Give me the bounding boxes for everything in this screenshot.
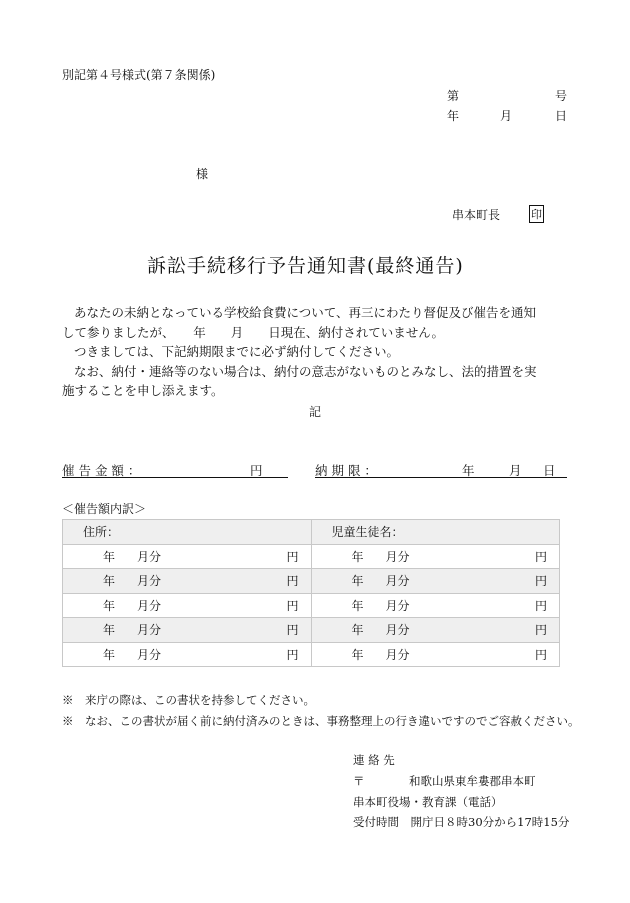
month-label: 月分 [137,598,162,613]
year-label: 年 [103,598,116,613]
address-label: 住所： [83,525,120,540]
year-label: 年 [103,549,116,564]
body-p3-line2: 施することを申し添えます。 [62,383,224,398]
contact-office: 串本町役場・教育課（電話） [353,795,503,809]
year-label: 年 [351,647,364,662]
breakdown-cell-right [311,569,560,594]
year-label: 年 [103,574,116,589]
body-text [62,303,577,401]
yen-label: 円 [534,574,547,589]
breakdown-cell-right [311,544,560,569]
yen-label: 円 [286,623,299,638]
body-p1-line2: して参りましたが、 年 月 日現在、納付されていません。 [62,324,445,340]
contact-address: 和歌山県東牟婁郡串本町 [409,774,536,788]
yen-label: 円 [534,623,547,638]
month-label: 月分 [137,549,162,564]
month-label: 月分 [385,549,410,564]
deadline-year: 年 [462,463,475,478]
yen-label: 円 [534,549,547,564]
month-label: 月分 [137,623,162,638]
address-cell [63,520,312,545]
note-1: ※ 来庁の際は、この書状を持参してください。 [62,693,315,707]
date-year: 年 [447,109,460,123]
year-label: 年 [103,623,116,638]
breakdown-heading: ＜催告額内訳＞ [62,502,147,516]
table-row [63,618,560,643]
month-label: 月分 [385,647,410,662]
student-label: 児童生徒名： [331,525,404,540]
contact-heading: 連 絡 先 [353,753,395,767]
yen-label: 円 [286,647,299,662]
date-month: 月 [500,109,513,123]
table-row [63,569,560,594]
yen-label: 円 [286,598,299,613]
body-p2: つきましては、下記納期限までに必ず納付してください。 [74,344,400,359]
student-cell [311,520,560,545]
breakdown-cell-right [311,618,560,643]
month-label: 月分 [385,623,410,638]
table-row [63,593,560,618]
issuer-title: 串本町長 [452,208,501,222]
year-label: 年 [351,623,364,638]
deadline-day: 日 [543,463,556,478]
month-label: 月分 [137,574,162,589]
ki-mark: 記 [309,405,322,419]
month-label: 月分 [137,647,162,662]
date-day: 日 [555,109,568,123]
breakdown-cell-left [63,642,312,667]
recipient-suffix: 様 [196,167,209,181]
form-label: 別記第４号様式(第７条関係) [62,68,216,82]
yen-label: 円 [534,598,547,613]
body-p3-line1: なお、納付・連絡等のない場合は、納付の意志がないものとみなし、法的措置を実 [74,363,537,379]
amount-unit: 円 [250,463,263,478]
yen-label: 円 [286,574,299,589]
breakdown-cell-left [63,569,312,594]
body-p1-line1: あなたの未納となっている学校給食費について、再三にわたり督促及び催告を通知 [74,305,537,320]
yen-label: 円 [534,647,547,662]
deadline-month: 月 [509,463,522,478]
yen-label: 円 [286,549,299,564]
document-title: 訴訟手続移行予告通知書(最終通告) [147,255,464,277]
contact-hours: 受付時間 開庁日８時30分から17時15分 [353,815,570,829]
table-row [63,544,560,569]
breakdown-cell-right [311,642,560,667]
note-2: ※ なお、この書状が届く前に納付済みのときは、事務整理上の行き違いですのでご容赦ください。 [62,714,580,728]
year-label: 年 [351,598,364,613]
amount-label: 催 告 金 額 ： [62,463,141,478]
month-label: 月分 [385,598,410,613]
breakdown-cell-left [63,544,312,569]
breakdown-header-row [63,520,560,545]
year-label: 年 [351,574,364,589]
seal-mark: 印 [529,205,544,223]
doc-number-dai: 第 [447,89,460,103]
month-label: 月分 [385,574,410,589]
deadline-underline [315,477,567,478]
postal-mark: 〒 [353,774,365,788]
deadline-label: 納 期 限 ： [315,463,377,478]
breakdown-cell-right [311,593,560,618]
breakdown-table [62,519,560,667]
breakdown-cell-left [63,593,312,618]
amount-underline [62,477,288,478]
year-label: 年 [103,647,116,662]
year-label: 年 [351,549,364,564]
table-row [63,642,560,667]
doc-number-go: 号 [555,89,568,103]
breakdown-cell-left [63,618,312,643]
